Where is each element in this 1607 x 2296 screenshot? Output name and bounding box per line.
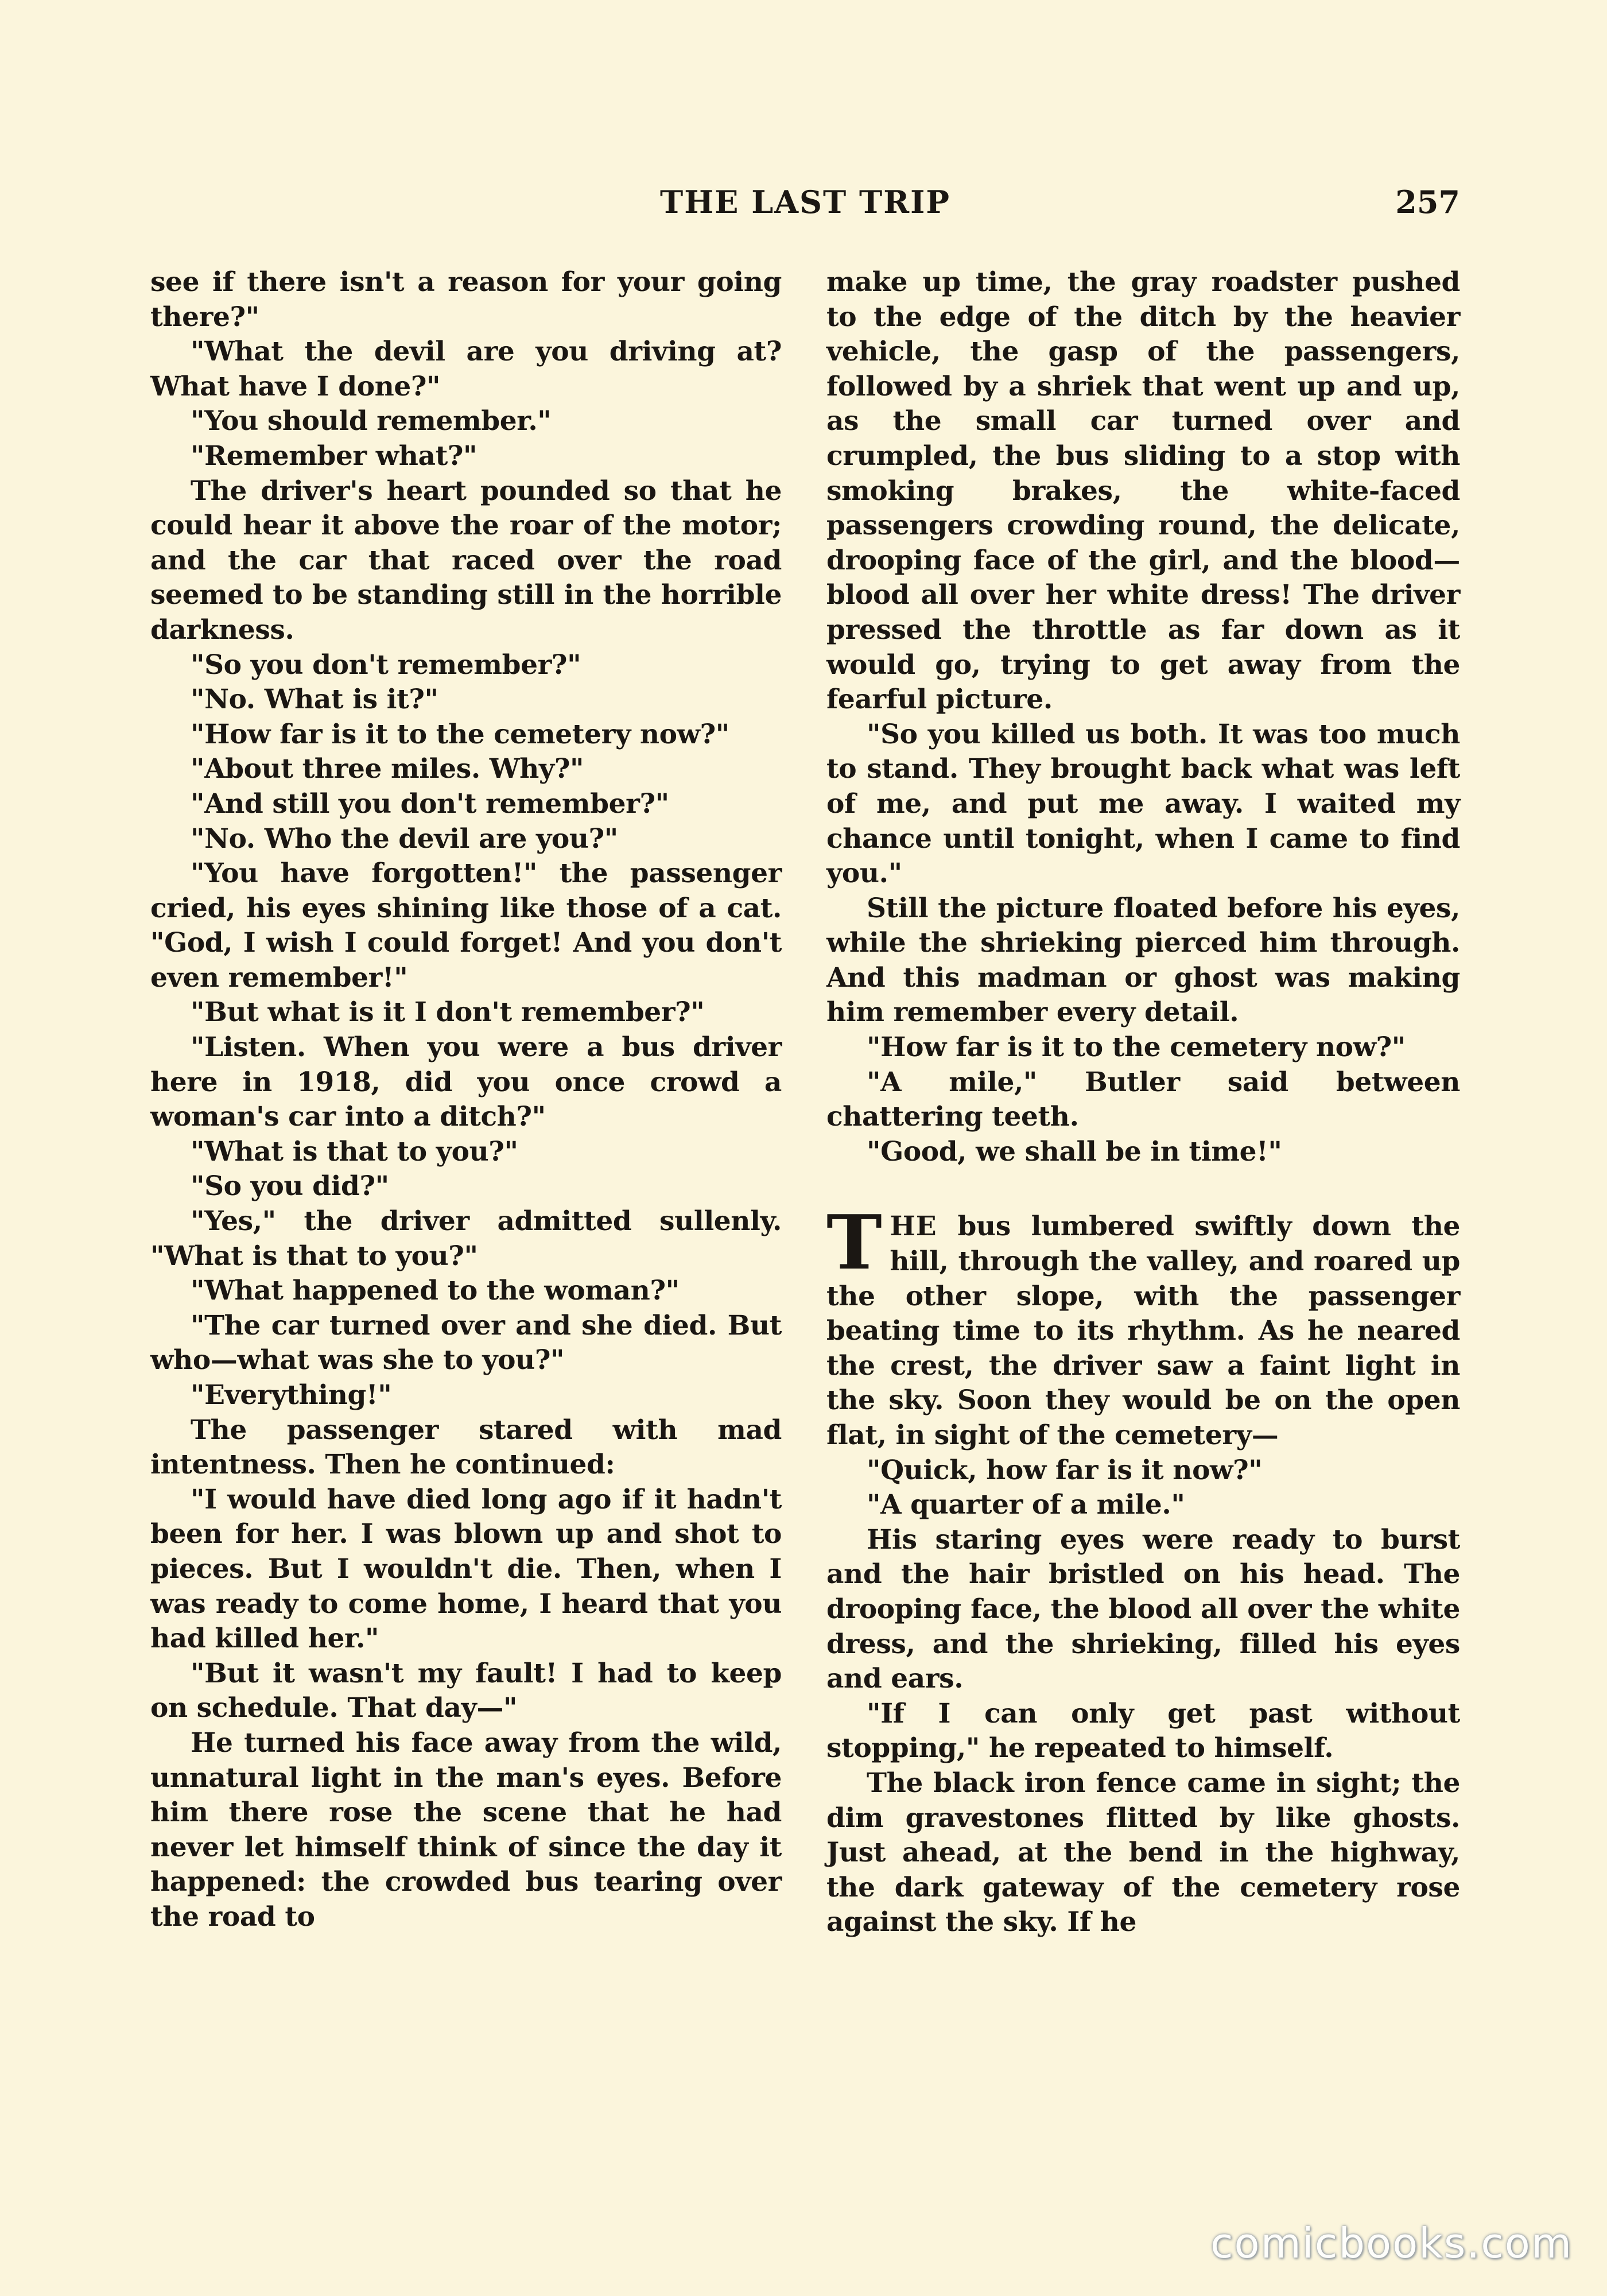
paragraph: "You have forgotten!" the passenger cried, his eyes shining like those of a cat. "God, I wish I could forget! And you don't even remember!" bbox=[150, 858, 782, 994]
paragraph: "Everything!" bbox=[191, 1379, 392, 1411]
small-caps-lead: HE bbox=[890, 1211, 937, 1243]
paragraph: "So you don't remember?" bbox=[191, 649, 581, 681]
paragraph: Still the picture floated before his eyes, while the shrieking pierced him through. And this madman or ghost was making him remember every detail. bbox=[826, 892, 1460, 1029]
section-opening-text: bus lumbered swiftly down the hill, through the valley, and roared up the other slope, with the passenger beating time to its rhythm. As he neared the crest, the driver saw a faint light in the sky. Soon they would be on the open flat, in sight of the cemetery— bbox=[826, 1211, 1460, 1451]
right-column bbox=[826, 265, 1460, 1940]
drop-cap: T bbox=[826, 1199, 882, 1287]
paragraph: "Yes," the driver admitted sullenly. "What is that to you?" bbox=[150, 1205, 782, 1272]
paragraph: "How far is it to the cemetery now?" bbox=[867, 1031, 1406, 1064]
paragraph: The driver's heart pounded so that he could hear it above the roar of the motor; and the car that raced over the road seemed to be standing still in the horrible darkness. bbox=[150, 475, 782, 646]
paragraph: The passenger stared with mad intentness. Then he continued: bbox=[150, 1414, 782, 1481]
paragraph: "What the devil are you driving at? What have I done?" bbox=[150, 336, 782, 402]
paragraph: make up time, the gray roadster pushed to the edge of the ditch by the heavier vehicle, the gasp of the passengers, followed by a shriek that went up and up, as the small car turned over and crumpled, the bus sliding to a stop with smoking brakes, the white-faced passengers crowding round, the delicate, drooping face of the girl, and the blood—blood all over her white dress! The driver pressed the throttle as far down as it would go, trying to get away from the fearful picture. bbox=[826, 266, 1460, 716]
paragraph: "How far is it to the cemetery now?" bbox=[191, 718, 729, 750]
paragraph: "No. What is it?" bbox=[191, 684, 438, 716]
paragraph: "Good, we shall be in time!" bbox=[867, 1135, 1282, 1168]
left-column bbox=[150, 265, 782, 1935]
site-watermark: comicbooks.com bbox=[1210, 2219, 1573, 2267]
paragraph: "So you did?" bbox=[191, 1170, 389, 1203]
paragraph: see if there isn't a reason for your going there?" bbox=[150, 266, 782, 333]
paragraph: "But it wasn't my fault! I had to keep on schedule. That day—" bbox=[150, 1657, 782, 1724]
paragraph: "Quick, how far is it now?" bbox=[867, 1454, 1263, 1486]
paragraph: He turned his face away from the wild, unnatural light in the man's eyes. Before him there rose the scene that he had never let himself think of since the day it happened: the crowded bus tearing over the road to bbox=[150, 1727, 782, 1933]
page-number: 257 bbox=[1395, 184, 1460, 220]
running-head bbox=[150, 179, 1460, 225]
paragraph: "So you killed us both. It was too much to stand. They brought back what was left of me, and put me away. I waited my chance until tonight, when I came to find you." bbox=[826, 718, 1460, 890]
running-title: THE LAST TRIP bbox=[660, 184, 950, 220]
paragraph: The black iron fence came in sight; the dim gravestones flitted by like ghosts. Just ahead, at the bend in the highway, the dark gateway of the cemetery rose against the sky. If he bbox=[826, 1767, 1460, 1938]
section-opening-paragraph bbox=[826, 1199, 1460, 1453]
paragraph: "And still you don't remember?" bbox=[191, 788, 669, 820]
paragraph: "What is that to you?" bbox=[191, 1135, 518, 1168]
paragraph: "About three miles. Why?" bbox=[191, 753, 584, 785]
paragraph: "No. Who the devil are you?" bbox=[191, 823, 618, 855]
paragraph: "Remember what?" bbox=[191, 440, 478, 472]
paragraph: "But what is it I don't remember?" bbox=[191, 996, 705, 1029]
paragraph: "You should remember." bbox=[191, 405, 552, 437]
paragraph: "A mile," Butler said between chattering teeth. bbox=[826, 1066, 1460, 1133]
paragraph: "What happened to the woman?" bbox=[191, 1275, 680, 1307]
paragraph: "I would have died long ago if it hadn't been for her. I was blown up and shot to pieces. But I wouldn't die. Then, when I was ready to come home, I heard that you had killed her." bbox=[150, 1483, 782, 1655]
paragraph: "A quarter of a mile." bbox=[867, 1489, 1185, 1521]
paragraph: "Listen. When you were a bus driver here in 1918, did you once crowd a woman's car into a ditch?" bbox=[150, 1031, 782, 1133]
paragraph: "If I can only get past without stopping," he repeated to himself. bbox=[826, 1697, 1460, 1764]
paragraph: "The car turned over and she died. But who—what was she to you?" bbox=[150, 1309, 782, 1376]
paragraph: His staring eyes were ready to burst and the hair bristled on his head. The drooping face, the blood all over the white dress, and the shrieking, filled his eyes and ears. bbox=[826, 1523, 1460, 1695]
